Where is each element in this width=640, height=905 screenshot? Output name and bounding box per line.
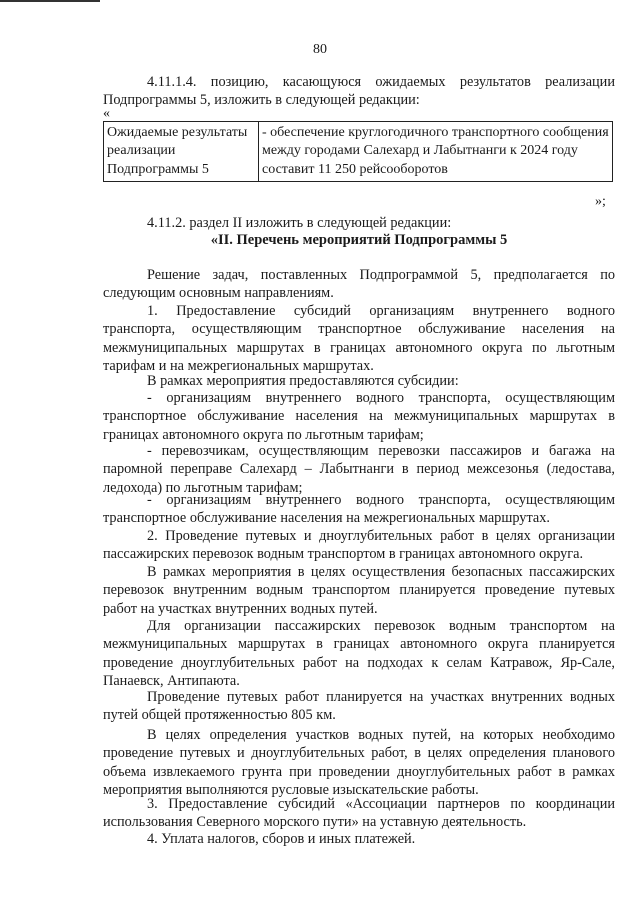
paragraph: В рамках мероприятия в целях осуществления безопасных пассажирских перевозок внутренним водным транспортом планируется проведение путевых работ на участках внутренних водных путей. bbox=[103, 564, 615, 617]
section-heading: «II. Перечень мероприятий Подпрограммы 5 bbox=[210, 232, 508, 248]
list-item: - организациям внутреннего водного транспорта, осуществляющим транспортное обслуживание населения на межрегиональных маршрутах. bbox=[103, 492, 615, 527]
paragraph: В целях определения участков водных путей, на которых необходимо проведение путевых и дноуглубительных работ, в целях определения планового объема извлекаемого грунта при проведении дноуглубительных работ в рамках мероприятия выполняются русловые изыскательские работы. bbox=[103, 727, 615, 798]
table-cell-label: Ожидаемые результаты реализации Подпрограммы 5 bbox=[104, 122, 259, 182]
amendment-item-4-11-2: 4.11.2. раздел II изложить в следующей редакции: bbox=[147, 215, 452, 231]
expected-results-table bbox=[103, 121, 613, 182]
amendment-item-4-11-1-4: 4.11.1.4. позицию, касающуюся ожидаемых результатов реализации Подпрограммы 5, изложить в следующей редакции: bbox=[103, 74, 615, 109]
scan-edge-line bbox=[0, 0, 100, 2]
page-number: 80 bbox=[313, 42, 327, 57]
paragraph: Проведение путевых работ планируется на участках внутренних водных путей общей протяженностью 805 км. bbox=[103, 689, 615, 724]
table-cell-value: - обеспечение круглогодичного транспортного сообщения между городами Салехард и Лабытнанги к 2024 году составит 11 250 рейсооборотов bbox=[259, 122, 613, 182]
paragraph: 1. Предоставление субсидий организациям внутреннего водного транспорта, осуществляющим транспортное обслуживание населения на межмуниципальных маршрутах в границах автономного округа по льготным тарифам и на межрегиональных маршрутах. bbox=[103, 303, 615, 374]
table-row bbox=[104, 122, 613, 182]
close-quote: »; bbox=[595, 194, 606, 209]
list-item: - перевозчикам, осуществляющим перевозки пассажиров и багажа на паромной переправе Салехард – Лабытнанги в период межсезонья (ледостава, ледохода) по льготным тарифам; bbox=[103, 443, 615, 496]
open-quote: « bbox=[103, 106, 110, 121]
paragraph: 2. Проведение путевых и дноуглубительных работ в целях организации пассажирских перевозок водным транспортом в границах автономного округа. bbox=[103, 528, 615, 563]
paragraph: 3. Предоставление субсидий «Ассоциации партнеров по координации использования Северного морского пути» на уставную деятельность. bbox=[103, 796, 615, 831]
list-item: - организациям внутреннего водного транспорта, осуществляющим транспортное обслуживание населения на межмуниципальных маршрутах в границах автономного округа по льготным тарифам; bbox=[103, 390, 615, 443]
paragraph: В рамках мероприятия предоставляются субсидии: bbox=[147, 373, 459, 389]
paragraph: Решение задач, поставленных Подпрограммой 5, предполагается по следующим основным направлениям. bbox=[103, 267, 615, 302]
paragraph: 4. Уплата налогов, сборов и иных платежей. bbox=[147, 831, 416, 847]
paragraph: Для организации пассажирских перевозок водным транспортом на межмуниципальных маршрутах в границах автономного округа планируется проведение дноуглубительных работ на подходах к селам Катравож, Яр-Сале, Панаевск, Антипаюта. bbox=[103, 618, 615, 689]
